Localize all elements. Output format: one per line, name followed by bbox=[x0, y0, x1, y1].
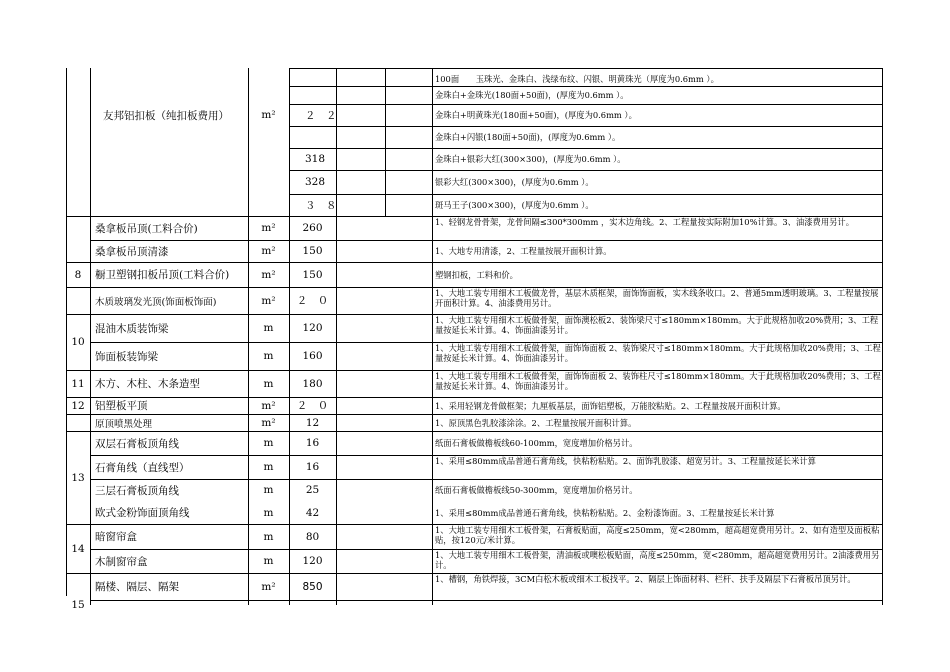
item-desc: 银彩大红(300×300)，(厚度为0.6mm ）。 bbox=[435, 177, 594, 187]
item-name: 双层石膏板顶角线 bbox=[95, 437, 179, 450]
item-desc: 金珠白+银彩大红(300×300)，(厚度为0.6mm ）。 bbox=[435, 154, 626, 164]
item-desc: 1、采用≤80mm成品普通石膏角线，快粘粉粘贴。2、面饰乳胶漆、超宽另计。3、工程量按延长米计算 bbox=[435, 456, 816, 466]
item-qty: 80 bbox=[305, 530, 320, 543]
item-desc: 1、大地工装专用细木工板骨架，清油板或噢松板贴面，高度≤250mm，宽<280mm，超高超宽费用另计。2油漆费用另计。 bbox=[435, 550, 880, 570]
item-unit: m bbox=[263, 530, 274, 543]
item-qty: 16 bbox=[305, 437, 320, 449]
item-name: 铝塑板平顶 bbox=[95, 400, 148, 412]
item-unit: m bbox=[263, 377, 274, 390]
item-name: 三层石膏板顶角线 bbox=[95, 484, 179, 497]
item-unit: m² bbox=[261, 294, 276, 307]
item-qty: ２ ２ bbox=[305, 109, 337, 122]
item-unit: m bbox=[263, 484, 274, 496]
item-unit: m² bbox=[261, 222, 276, 234]
item-seq: 10 bbox=[71, 336, 85, 348]
item-qty: 120 bbox=[302, 322, 323, 334]
item-seq: 11 bbox=[71, 377, 85, 390]
item-desc: 金珠白+金珠光(180面+50面)，(厚度为0.6mm ）。 bbox=[435, 90, 629, 100]
item-name: 原顶喷黑处理 bbox=[95, 418, 153, 430]
item-name: 木质玻璃发光顶(饰面板饰面) bbox=[95, 296, 217, 308]
item-qty: 150 bbox=[302, 268, 323, 281]
item-desc: 1、大地专用清漆，2、工程量按展开面积计算。 bbox=[435, 246, 612, 256]
item-qty: 318 bbox=[305, 153, 326, 165]
item-unit: m bbox=[263, 461, 274, 473]
item-qty: 328 bbox=[305, 176, 326, 188]
item-unit: m bbox=[263, 555, 274, 567]
item-name: 石膏角线（直线型） bbox=[95, 461, 190, 474]
item-desc: 1、大地工装专用细木工板做骨架，面饰饰面板 2、装饰柱尺寸≤180mm×180mm。大于此规格加收20%费用；3、工程量按延长米计算。4、饰面油漆另计。 bbox=[435, 371, 881, 391]
item-desc: 1、原顶黑色乳胶漆涂涂。2、工程量按展开面积计算。 bbox=[435, 417, 637, 428]
grid-line bbox=[336, 216, 337, 605]
item-qty: 42 bbox=[305, 506, 320, 519]
item-name: 友邦铝扣板（纯扣板费用） bbox=[103, 109, 229, 122]
item-desc: 1、采用轻钢龙骨做框架；九厘板基层，面饰铝塑板，万能胶粘贴。2、工程量按展开面积计算。 bbox=[435, 400, 786, 411]
item-qty: 180 bbox=[302, 377, 323, 390]
item-desc: 1、轻钢龙骨骨架，龙骨间隔≤300*300mm ，实木边角线。2、工程量按实际附加10%计算。3、油漆费用另计。 bbox=[435, 217, 855, 227]
item-qty: ２ ０ bbox=[296, 400, 329, 412]
item-unit: m² bbox=[261, 416, 276, 429]
item-unit: m² bbox=[261, 245, 276, 257]
item-qty: 850 bbox=[302, 580, 323, 593]
item-desc: 金珠白+明黄珠光(180面+50面)，(厚度为0.6mm ）。 bbox=[435, 110, 637, 120]
item-unit: m bbox=[263, 437, 274, 449]
item-seq: 12 bbox=[71, 399, 85, 412]
item-name: 桑拿板吊顶清漆 bbox=[95, 245, 169, 258]
item-unit: m bbox=[263, 506, 274, 519]
item-name: 暗窗帘盒 bbox=[95, 531, 137, 543]
item-desc: 塑钢扣板，工料和价。 bbox=[435, 269, 518, 280]
item-desc: 纸面石膏板做檐板线60-100mm，宽度增加价格另计。 bbox=[435, 438, 638, 448]
item-seq: 13 bbox=[71, 471, 85, 484]
item-seq: 15 bbox=[71, 599, 85, 611]
grid-line bbox=[289, 68, 883, 69]
item-unit: m² bbox=[261, 109, 276, 121]
item-name: 混油木质装饰梁 bbox=[95, 322, 169, 335]
item-name: 木制窗帘盒 bbox=[95, 555, 148, 568]
item-qty: 120 bbox=[302, 555, 323, 567]
item-qty: 25 bbox=[305, 484, 320, 496]
item-unit: m bbox=[263, 350, 274, 362]
item-name: 橱卫塑钢扣板吊顶(工料合价) bbox=[95, 269, 230, 281]
item-name: 隔楼、隔层、隔架 bbox=[95, 581, 179, 593]
item-desc: 1、大地工装专用细木工板做骨架，面饰饰面板 2、装饰梁尺寸≤180mm×180mm。大于此规格加收20%费用；3、工程量按延长米计算。4、饰面油漆另计。 bbox=[435, 343, 881, 363]
item-unit: m² bbox=[261, 399, 276, 412]
item-qty: 160 bbox=[302, 350, 323, 362]
item-seq: 14 bbox=[71, 542, 85, 555]
item-desc: 1、大地工装专用细木工板做骨架，面饰澳松板2、装饰梁尺寸≤180mm×180mm。大于此规格加收20%费用；3、工程量按延长米计算。4、饰面油漆另计。 bbox=[435, 315, 879, 335]
item-name: 欧式金粉饰面顶角线 bbox=[95, 507, 190, 519]
item-desc: 1、大地工装专用细木工板做龙骨，基层木质框架，面饰饰面板，实木线条收口。2、普通5mm透明玻璃。3、工程量按展开面积计算。4、油漆费用另计。 bbox=[435, 288, 879, 308]
item-desc: 斑马王子(300×300)，(厚度为0.6mm ）。 bbox=[435, 200, 594, 210]
item-name: 饰面板装饰梁 bbox=[95, 350, 158, 363]
item-desc: 100面 玉珠光、金珠白、浅绿布纹、闪银、明黄珠光（厚度为0.6mm ）。 bbox=[435, 74, 719, 84]
item-unit: m² bbox=[261, 580, 276, 593]
item-desc: 金珠白+闪银(180面+50面)，(厚度为0.6mm ）。 bbox=[435, 132, 621, 142]
item-qty: 12 bbox=[305, 416, 320, 429]
item-name: 桑拿板吊顶(工料合价) bbox=[95, 222, 198, 235]
item-qty: ３ ８ bbox=[305, 199, 337, 212]
item-desc: 1、采用≤80mm成品普通石膏角线，快粘粉粘贴。2、金粉漆饰面。3、工程量按延长米计算 bbox=[435, 507, 775, 518]
item-name: 木方、木柱、木条造型 bbox=[95, 378, 200, 390]
item-desc: 1、槽钢，角铁焊接，3CM白松木板或细木工板找平。2、隔层上饰面材料、栏杆、扶手及隔层下石膏板吊顶另计。 bbox=[435, 574, 856, 584]
item-unit: m bbox=[263, 322, 274, 334]
item-desc: 1、大地工装专用细木工板骨架，石膏板贴面，高度≤250mm，宽<280mm，超高超宽费用另计。2、如有造型及面板粘贴，按120元/米计算。 bbox=[435, 525, 880, 545]
item-qty: 260 bbox=[302, 222, 323, 234]
item-qty: 150 bbox=[302, 245, 323, 257]
item-desc: 纸面石膏板做檐板线50-300mm，宽度增加价格另计。 bbox=[435, 485, 638, 495]
item-unit: m² bbox=[261, 268, 276, 281]
item-qty: ２ ０ bbox=[296, 295, 329, 307]
item-qty: 16 bbox=[305, 461, 320, 473]
item-seq: 8 bbox=[74, 268, 82, 281]
